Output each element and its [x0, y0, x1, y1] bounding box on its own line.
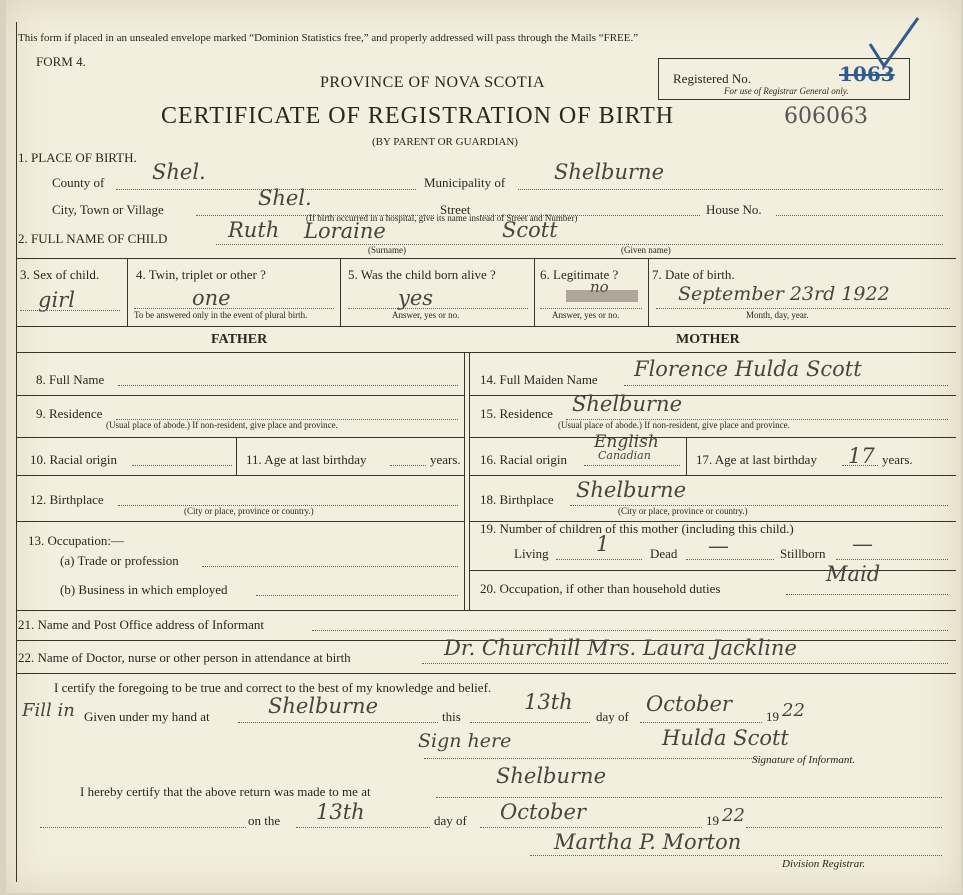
informant-signature: Hulda Scott: [662, 726, 789, 750]
registrar-year-value: 22: [722, 805, 745, 826]
dead-value: —: [708, 534, 729, 558]
date-label: 7. Date of birth.: [652, 267, 735, 282]
sex-label: 3. Sex of child.: [20, 267, 100, 282]
legitimate-note: Answer, yes or no.: [552, 310, 620, 320]
child-surname: Scott: [502, 218, 558, 242]
mother-racial-value-2: Canadian: [598, 449, 651, 462]
father-trade-label: (a) Trade or profession: [60, 553, 179, 568]
house-label: House No.: [706, 202, 762, 217]
street-label: Street: [440, 202, 471, 217]
mother-age-value: 17: [848, 444, 875, 468]
registrar-year-prefix: 19: [706, 813, 719, 828]
county-value: Shel.: [152, 160, 206, 184]
father-age-label: 11. Age at last birthday: [246, 452, 367, 467]
living-label: Living: [514, 546, 549, 561]
stillborn-value: —: [852, 532, 873, 556]
date-value: September 23rd 1922: [678, 283, 890, 305]
mother-residence-note: (Usual place of abode.) If non-resident, give place and province.: [558, 420, 790, 430]
child-middle-name: Loraine: [304, 219, 386, 243]
hospital-note: (If birth occurred in a hospital, give its name instead of Street and Number): [306, 213, 578, 223]
mail-note: This form if placed in an unsealed envelope marked “Dominion Statistics free,” and properly addressed will pass through the Mails “FREE.”: [18, 32, 639, 44]
mother-racial-label: 16. Racial origin: [480, 452, 568, 467]
city-value: Shel.: [258, 186, 312, 210]
checkmark-icon: [864, 14, 924, 74]
given-place-value: Shelburne: [268, 694, 379, 718]
father-residence-label: 9. Residence: [36, 406, 103, 421]
given-dayof-label: day of: [596, 709, 629, 724]
mother-birthplace-note: (City or place, province or country.): [618, 506, 748, 516]
surname-caption: (Surname): [368, 245, 406, 255]
given-year-prefix: 19: [766, 709, 779, 724]
province: PROVINCE OF NOVA SCOTIA: [320, 74, 546, 91]
place-of-birth-label: 1. PLACE OF BIRTH.: [18, 150, 137, 165]
signature-informant-label: Signature of Informant.: [752, 754, 856, 766]
registered-number: 1063: [839, 62, 895, 86]
mother-name-value: Florence Hulda Scott: [634, 357, 862, 381]
father-heading: FATHER: [211, 332, 268, 347]
father-occupation-label: 13. Occupation:—: [28, 533, 125, 548]
given-name-caption: (Given name): [621, 245, 671, 255]
registrar-signature: Martha P. Morton: [554, 830, 742, 854]
municipality-label: Municipality of: [424, 175, 506, 190]
municipality-value: Shelburne: [554, 160, 665, 184]
alive-value: yes: [398, 286, 434, 310]
mother-children-label: 19. Number of children of this mother (including this child.): [480, 521, 794, 536]
informant-label: 21. Name and Post Office address of Informant: [18, 617, 264, 632]
father-racial-label: 10. Racial origin: [30, 452, 118, 467]
father-business-label: (b) Business in which employed: [60, 582, 228, 597]
alive-note: Answer, yes or no.: [392, 310, 460, 320]
mother-residence-value: Shelburne: [572, 392, 683, 416]
legitimate-value: no: [590, 278, 609, 296]
city-label: City, Town or Village: [52, 202, 164, 217]
father-birthplace-note: (City or place, province or country.): [184, 506, 314, 516]
registrar-month-value: October: [500, 800, 586, 824]
date-note: Month, day, year.: [746, 310, 809, 320]
dead-label: Dead: [650, 546, 678, 561]
registered-label: Registered No.: [673, 71, 751, 86]
child-name-label: 2. FULL NAME OF CHILD: [18, 231, 168, 246]
father-birthplace-label: 12. Birthplace: [30, 492, 104, 507]
birth-certificate: [6, 0, 961, 893]
form-number: FORM 4.: [36, 54, 86, 69]
fill-in-note: Fill in: [22, 700, 75, 721]
registrar-note: For use of Registrar General only.: [724, 86, 849, 96]
mother-occupation-label: 20. Occupation, if other than household duties: [480, 581, 721, 596]
sex-value: girl: [38, 288, 75, 312]
doctor-label: 22. Name of Doctor, nurse or other person in attendance at birth: [18, 650, 351, 665]
registrar-place-value: Shelburne: [496, 764, 607, 788]
twin-label: 4. Twin, triplet or other ?: [136, 267, 266, 282]
child-first-name: Ruth: [228, 218, 280, 242]
county-label: County of: [52, 175, 105, 190]
mother-name-label: 14. Full Maiden Name: [480, 372, 598, 387]
registrar-text: I hereby certify that the above return was made to me at: [80, 784, 371, 799]
registrar-dayof-label: day of: [434, 813, 467, 828]
father-years: years.: [430, 452, 461, 467]
given-day-value: 13th: [524, 690, 573, 714]
alive-label: 5. Was the child born alive ?: [348, 267, 496, 282]
certify-text: I certify the foregoing to be true and correct to the best of my knowledge and belief.: [54, 680, 492, 695]
given-month-value: October: [646, 692, 732, 716]
on-the-label: on the: [248, 813, 281, 828]
doctor-value: Dr. Churchill Mrs. Laura Jackline: [444, 636, 797, 660]
legitimate-redaction: [566, 290, 638, 302]
mother-birthplace-label: 18. Birthplace: [480, 492, 554, 507]
father-name-label: 8. Full Name: [36, 372, 105, 387]
twin-note: To be answered only in the event of plural birth.: [134, 310, 308, 320]
given-year-value: 22: [782, 700, 805, 721]
given-label: Given under my hand at: [84, 709, 210, 724]
frame-left: [16, 22, 17, 882]
stamp-number: 606063: [784, 104, 868, 129]
legitimate-label: 6. Legitimate ?: [540, 267, 619, 282]
mother-heading: MOTHER: [676, 332, 740, 347]
stillborn-label: Stillborn: [780, 546, 826, 561]
sign-here-note: Sign here: [418, 730, 512, 752]
mother-age-label: 17. Age at last birthday: [696, 452, 817, 467]
mother-racial-value: English: [594, 432, 659, 452]
mother-years: years.: [882, 452, 913, 467]
twin-value: one: [192, 286, 231, 310]
mother-birthplace-value: Shelburne: [576, 478, 687, 502]
mother-residence-label: 15. Residence: [480, 406, 553, 421]
father-residence-note: (Usual place of abode.) If non-resident, give place and province.: [106, 420, 338, 430]
division-registrar-label: Division Registrar.: [782, 858, 866, 870]
subtitle: (BY PARENT OR GUARDIAN): [372, 136, 518, 148]
mother-occupation-value: Maid: [826, 562, 881, 586]
registrar-day-value: 13th: [316, 800, 365, 824]
living-value: 1: [596, 532, 610, 556]
this-label: this: [442, 709, 461, 724]
page-title: CERTIFICATE OF REGISTRATION OF BIRTH: [161, 103, 675, 129]
